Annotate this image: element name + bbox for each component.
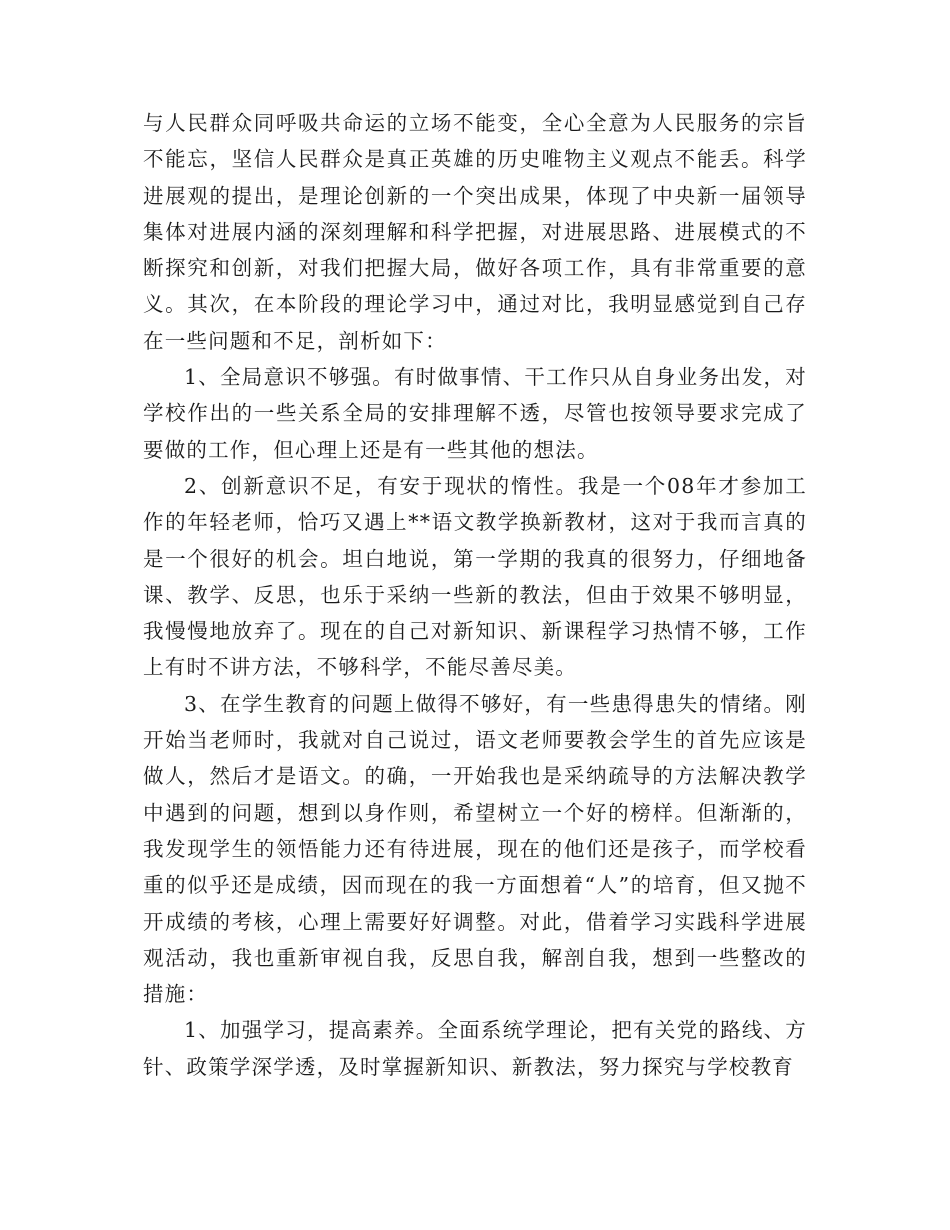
paragraph-point-2-innovation: 2、创新意识不足，有安于现状的惰性。我是一个08年才参加工作的年轻老师，恰巧又遇上**语文教学换新教材，这对于我而言真的是一个很好的机会。坦白地说，第一学期的我真的很努力，仔细地备课、教学、反思，也乐于采纳一些新的教法，但由于效果不够明显，我慢慢地放弃了。现在的自己对新知识、新课程学习热情不够，工作上有时不讲方法，不够科学，不能尽善尽美。 <box>143 473 807 680</box>
paragraph-point-1-global-awareness: 1、全局意识不够强。有时做事情、干工作只从自身业务出发，对学校作出的一些关系全局的安排理解不透，尽管也按领导要求完成了要做的工作，但心理上还是有一些其他的想法。 <box>143 365 807 462</box>
paragraph-measure-1-study: 1、加强学习，提高素养。全面系统学理论，把有关党的路线、方针、政策学深学透，及时掌握新知识、新教法，努力探究与学校教育 <box>143 1018 807 1079</box>
document-body <box>143 105 807 1085</box>
paragraph-intro: 与人民群众同呼吸共命运的立场不能变，全心全意为人民服务的宗旨不能忘，坚信人民群众是真正英雄的历史唯物主义观点不能丢。科学进展观的提出，是理论创新的一个突出成果，体现了中央新一届领导集体对进展内涵的深刻理解和科学把握，对进展思路、进展模式的不断探究和创新，对我们把握大局，做好各项工作，具有非常重要的意义。其次，在本阶段的理论学习中，通过对比，我明显感觉到自己存在一些问题和不足，剖析如下： <box>143 111 807 353</box>
paragraph-point-3-student-education: 3、在学生教育的问题上做得不够好，有一些患得患失的情绪。刚开始当老师时，我就对自己说过，语文老师要教会学生的首先应该是做人，然后才是语文。的确，一开始我也是采纳疏导的方法解决教学中遇到的问题，想到以身作则，希望树立一个好的榜样。但渐渐的，我发现学生的领悟能力还有待进展，现在的他们还是孩子，而学校看重的似乎还是成绩，因而现在的我一方面想着“人”的培育，但又抛不开成绩的考核，心理上需要好好调整。对此，借着学习实践科学进展观活动，我也重新审视自我，反思自我，解剖自我，想到一些整改的措施： <box>143 691 807 1007</box>
